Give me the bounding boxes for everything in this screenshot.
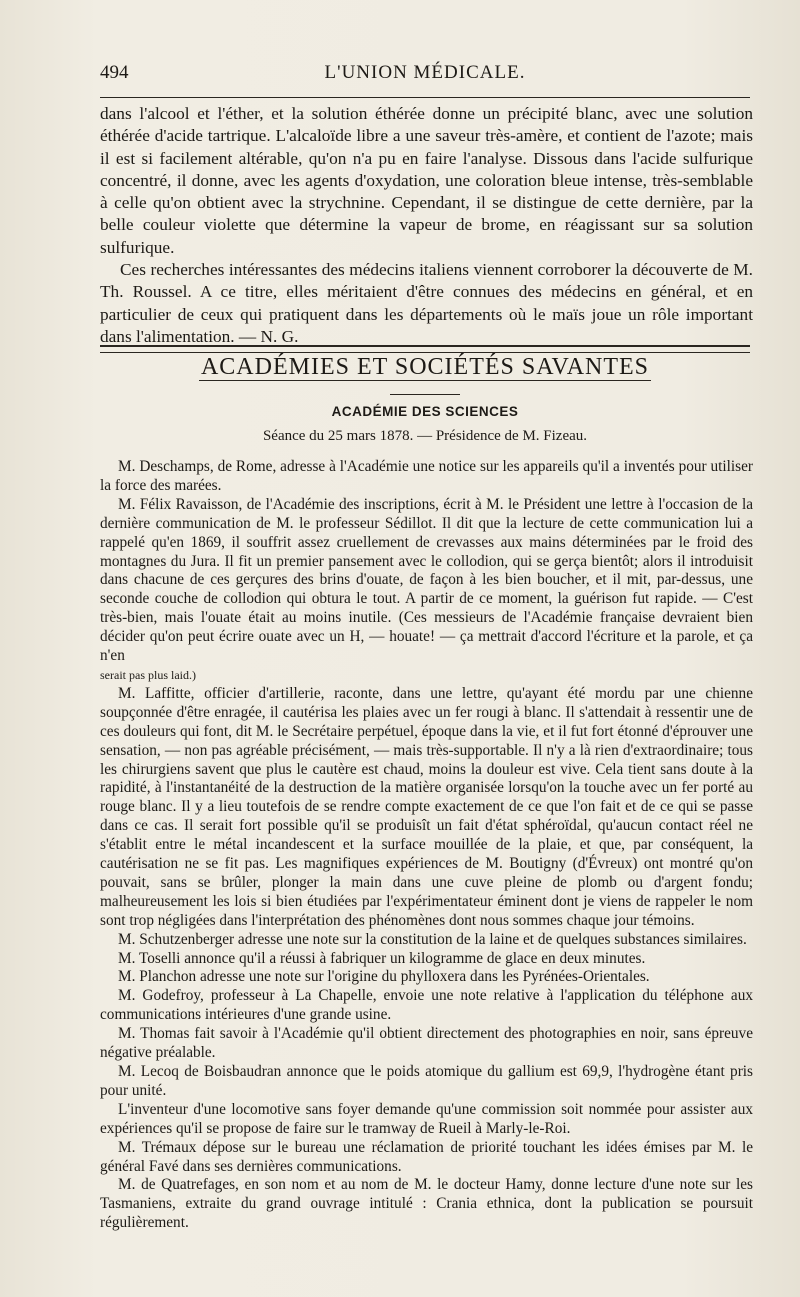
body-paragraph: M. de Quatrefages, en son nom et au nom de M. le docteur Hamy, donne lecture d'une note sur les Tasmaniens, extraite du grand ouvrage intitulé : Crania ethnica, dont la publication se poursuit régulièrement. (100, 1176, 753, 1232)
session-line: Séance du 25 mars 1878. — Présidence de M. Fizeau. (262, 428, 588, 444)
proceedings-text (100, 458, 753, 1233)
body-paragraph: M. Toselli annonce qu'il a réussi à fabriquer un kilogramme de glace en deux minutes. (118, 949, 646, 967)
body-paragraph: M. Lecoq de Boisbaudran annonce que le poids atomique du gallium est 69,9, l'hydrogène étant pris pour unité. (100, 1063, 753, 1099)
section-title (100, 354, 750, 381)
aside-line: serait pas plus laid.) (100, 667, 196, 682)
body-paragraph: M. Thomas fait savoir à l'Académie qu'il obtient directement des photographies en noir, sans épreuve négative préalable. (100, 1025, 753, 1062)
subsection-title: ACADÉMIE DES SCIENCES (331, 404, 519, 419)
body-paragraph: M. Schutzenberger adresse une note sur la constitution de la laine et de quelques substances similaires. (118, 930, 747, 948)
intro-text (100, 103, 753, 348)
section-title-text: ACADÉMIES ET SOCIÉTÉS SAVANTES (200, 354, 650, 380)
body-paragraph: M. Deschamps, de Rome, adresse à l'Académie une notice sur les appareils qu'il a inventés pour utiliser la force des marées. (100, 458, 753, 494)
page-number: 494 (100, 62, 129, 83)
running-head (100, 62, 750, 88)
title-underrule (390, 394, 460, 395)
body-paragraph: L'inventeur d'une locomotive sans foyer demande qu'une commission soit nommée pour assister aux expériences qu'il se propose de faire sur le tramway de Rueil à Marly-le-Roi. (100, 1100, 753, 1137)
body-paragraph: M. Godefroy, professeur à La Chapelle, envoie une note relative à l'application du téléphone aux communications intérieures d'une grande usine. (100, 987, 753, 1024)
intro-paragraph: Ces recherches intéressantes des médecins italiens viennent corroborer la découverte de M. Th. Roussel. A ce titre, elles méritaient d'être connues des médecins en général, et en particulier de ceux qui pratiquent dans les départements où le maïs joue un rôle important dans l'alimentation. — N. G. (100, 260, 753, 346)
section-divider (100, 345, 750, 353)
journal-title: L'UNION MÉDICALE. (324, 62, 526, 83)
body-paragraph: M. Planchon adresse une note sur l'origine du phylloxera dans les Pyrénées-Orientales. (118, 968, 650, 986)
body-paragraph: M. Félix Ravaisson, de l'Académie des inscriptions, écrit à M. le Président une lettre à l'occasion de la dernière communication de M. le professeur Sédillot. Il dit que la lecture de cette communication lui a rappelé qu'en 1869, il souffrit assez cruellement de crevasses aux mains déterminées par le froid des montagnes du Jura. Il fit un premier pansement avec le collodion, qui se gerça bientôt; alors il introduisit dans chacune de ces gerçures des brins d'ouate, de façon à les bien boucher, et il mit, par-dessus, une seconde couche de collodion qui obtura le tout. A partir de ce moment, la guérison fut rapide. — C'est très-bien, mais l'ouate était au moins inutile. (Ces messieurs de l'Académie française devraient bien décider qu'on peut écrire ouate avec un H, — houate! — ça mettrait d'accord l'écriture et la parole, et ça n'en (100, 495, 753, 665)
body-paragraph: M. Laffitte, officier d'artillerie, raconte, dans une lettre, qu'ayant été mordu par une chienne soupçonnée d'être enragée, il cautérisa les plaies avec un fer rougi à blanc. Il s'attendait à ressentir une de ces douleurs qui font, dit M. le Secrétaire perpétuel, époque dans la vie, et il fut fort étonné d'éprouver une sensation, — non pas agréable précisément, — mais très-supportable. Il n'y a là rien d'extraordinaire; tous les chirurgiens savent que plus le cautère est chaud, moins la douleur est vive. Cela tient sans doute à la rapidité, à l'instantanéité de la destruction de la matière organisée lorsqu'on la touche avec un fer porté au rouge blanc. Il y a lieu toutefois de se rendre compte exactement de ce que l'on fait et de ce qui se passe dans ce cas. Il serait fort possible qu'il se produisît un fait d'état sphéroïdal, qu'aucun contact réel ne s'établit entre le métal incandescent et la surface mouillée de la plaie, et que, par conséquent, la cautérisation ne se fit pas. Les magnifiques expériences de M. Boutigny (d'Évreux) ont montré qu'on pouvait, sans se brûler, plonger la main dans une cuve pleine de plomb ou d'argent fondu; malheureusement les lois si bien étudiées par l'expérimentateur éminent dont je viens de rappeler le nom sont trop négligées dans l'interprétation des phénomènes dont nous sommes chaque jour témoins. (100, 684, 753, 929)
header-rule (100, 97, 750, 98)
body-paragraph: M. Trémaux dépose sur le bureau une réclamation de priorité touchant les idées émises par M. le général Favé dans ses dernières communications. (100, 1138, 753, 1175)
intro-paragraph: dans l'alcool et l'éther, et la solution éthérée donne un précipité blanc, avec une solution éthérée d'acide tartrique. L'alcaloïde libre a une saveur très-amère, et contient de l'azote; mais il est si facilement altérable, qu'on n'a pu en faire l'analyse. Dissous dans l'acide sulfurique concentré, il donne, avec les agents d'oxydation, une coloration bleue intense, très-semblable à celle qu'on obtient avec la strychnine. Cependant, il se distingue de cette dernière, par la belle couleur violette que détermine la vapeur de brome, en réagissant sur sa solution sulfurique. (100, 104, 753, 257)
